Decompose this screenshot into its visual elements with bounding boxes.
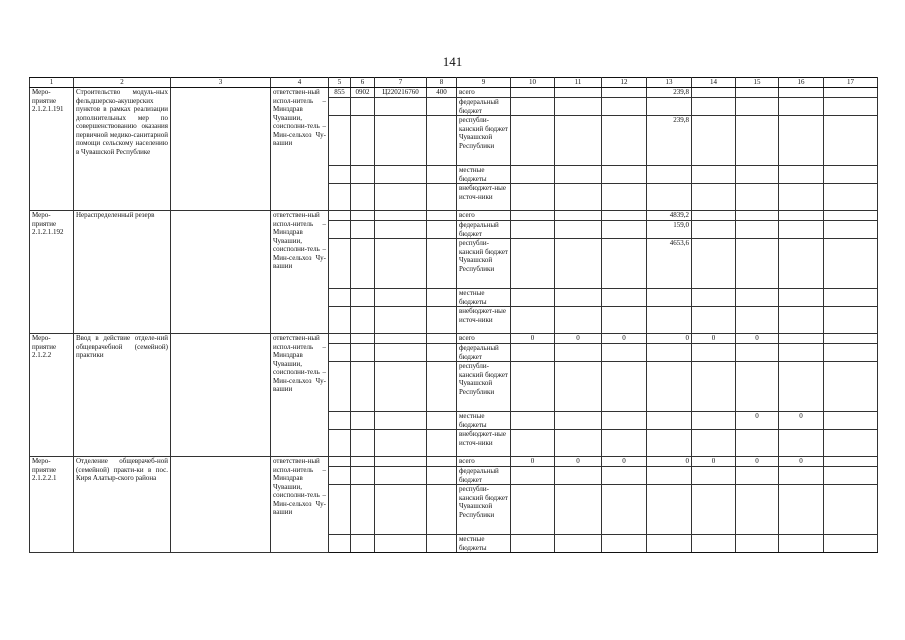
budget-code-cell: [375, 334, 427, 344]
budget-code-cell: [329, 467, 351, 485]
funding-source-cell: всего: [457, 211, 511, 221]
value-cell: [824, 334, 878, 344]
value-cell: [602, 307, 647, 334]
budget-code-cell: [329, 334, 351, 344]
value-cell: [824, 457, 878, 467]
value-cell: [555, 88, 602, 98]
value-cell: [736, 362, 779, 412]
value-cell: [647, 98, 692, 116]
budget-code-cell: [375, 239, 427, 289]
budget-code-cell: [351, 98, 375, 116]
budget-code-cell: [375, 467, 427, 485]
activity-name-cell: Ввод в действие отделе-ний общеврачебной (семейной) практики: [74, 334, 171, 457]
budget-code-cell: [375, 184, 427, 211]
funding-source-cell: республи-канский бюджет Чувашской Республики: [457, 116, 511, 166]
value-cell: [602, 211, 647, 221]
value-cell: [779, 184, 824, 211]
column-number-cell: 11: [555, 78, 602, 88]
budget-code-cell: [351, 239, 375, 289]
value-cell: [824, 535, 878, 553]
value-cell: [779, 362, 824, 412]
value-cell: [602, 535, 647, 553]
budget-code-cell: [375, 412, 427, 430]
value-cell: [736, 221, 779, 239]
value-cell: [555, 98, 602, 116]
value-cell: [602, 184, 647, 211]
value-cell: [555, 467, 602, 485]
value-cell: [647, 535, 692, 553]
value-cell: [736, 307, 779, 334]
value-cell: [779, 467, 824, 485]
value-cell: [824, 467, 878, 485]
value-cell: [511, 98, 555, 116]
value-cell: [779, 430, 824, 457]
value-cell: [602, 221, 647, 239]
budget-code-cell: [427, 535, 457, 553]
budget-code-cell: [375, 485, 427, 535]
budget-code-cell: [351, 362, 375, 412]
value-cell: [736, 467, 779, 485]
budget-code-cell: [427, 334, 457, 344]
value-cell: [511, 362, 555, 412]
budget-code-cell: [375, 221, 427, 239]
funding-source-cell: всего: [457, 334, 511, 344]
value-cell: [555, 184, 602, 211]
value-cell: [602, 412, 647, 430]
value-cell: [692, 98, 736, 116]
value-cell: [779, 88, 824, 98]
budget-code-cell: 0902: [351, 88, 375, 98]
value-cell: [779, 334, 824, 344]
value-cell: [736, 98, 779, 116]
budget-code-cell: 855: [329, 88, 351, 98]
value-cell: [824, 211, 878, 221]
budget-code-cell: [351, 289, 375, 307]
budget-code-cell: [375, 362, 427, 412]
value-cell: 0: [602, 457, 647, 467]
value-cell: [779, 221, 824, 239]
budget-code-cell: [427, 98, 457, 116]
column-number-cell: 14: [692, 78, 736, 88]
value-cell: [555, 211, 602, 221]
value-cell: [647, 430, 692, 457]
budget-code-cell: [427, 485, 457, 535]
value-cell: [779, 485, 824, 535]
value-cell: 0: [736, 457, 779, 467]
activity-code-cell: Меро-приятие 2.1.2.1.192: [30, 211, 74, 334]
funding-source-cell: федеральный бюджет: [457, 98, 511, 116]
value-cell: [555, 166, 602, 184]
value-cell: 0: [602, 334, 647, 344]
value-cell: [602, 485, 647, 535]
budget-code-cell: 400: [427, 88, 457, 98]
column-number-cell: 9: [457, 78, 511, 88]
empty-cell: [171, 211, 271, 334]
value-cell: [824, 98, 878, 116]
value-cell: [555, 362, 602, 412]
funding-source-cell: всего: [457, 457, 511, 467]
table-body: [30, 78, 878, 553]
value-cell: [692, 221, 736, 239]
value-cell: [555, 116, 602, 166]
value-cell: [779, 535, 824, 553]
budget-code-cell: [375, 289, 427, 307]
value-cell: [555, 485, 602, 535]
value-cell: [692, 166, 736, 184]
value-cell: [736, 430, 779, 457]
budget-code-cell: [427, 221, 457, 239]
value-cell: [692, 184, 736, 211]
value-cell: [692, 362, 736, 412]
value-cell: [736, 344, 779, 362]
value-cell: [647, 166, 692, 184]
activity-name-cell: Отделение общеврачеб-ной (семейной) практи-ки в пос. Киря Алатыр-ского района: [74, 457, 171, 553]
budget-code-cell: [427, 211, 457, 221]
empty-cell: [171, 457, 271, 553]
column-number-cell: 17: [824, 78, 878, 88]
value-cell: 0: [511, 334, 555, 344]
value-cell: 4653,6: [647, 239, 692, 289]
value-cell: [779, 344, 824, 362]
value-cell: [692, 289, 736, 307]
value-cell: [692, 307, 736, 334]
value-cell: [511, 221, 555, 239]
budget-code-cell: [329, 362, 351, 412]
value-cell: [602, 98, 647, 116]
budget-code-cell: [427, 457, 457, 467]
column-number-cell: 5: [329, 78, 351, 88]
budget-code-cell: [351, 221, 375, 239]
budget-code-cell: [375, 457, 427, 467]
funding-source-cell: местные бюджеты: [457, 166, 511, 184]
executor-cell: ответствен-ный испол-нитель – Минздрав Чувашии, соисполни-тель – Мин-сельхоз Чу-вашии: [271, 211, 329, 334]
budget-code-cell: [351, 457, 375, 467]
column-number-cell: 2: [74, 78, 171, 88]
value-cell: [602, 88, 647, 98]
value-cell: 0: [511, 457, 555, 467]
budget-code-cell: [351, 334, 375, 344]
value-cell: [511, 289, 555, 307]
budget-code-cell: [427, 467, 457, 485]
value-cell: [647, 467, 692, 485]
column-number-cell: 15: [736, 78, 779, 88]
value-cell: 0: [692, 334, 736, 344]
value-cell: 0: [647, 334, 692, 344]
value-cell: 0: [736, 412, 779, 430]
value-cell: [824, 221, 878, 239]
value-cell: [511, 467, 555, 485]
value-cell: [692, 344, 736, 362]
value-cell: [736, 211, 779, 221]
value-cell: [779, 307, 824, 334]
budget-table: [29, 77, 878, 553]
budget-code-cell: [351, 344, 375, 362]
funding-source-cell: федеральный бюджет: [457, 221, 511, 239]
value-cell: 0: [555, 334, 602, 344]
budget-code-cell: [351, 485, 375, 535]
activity-code-cell: Меро-приятие 2.1.2.2.1: [30, 457, 74, 553]
value-cell: [824, 412, 878, 430]
value-cell: [555, 535, 602, 553]
funding-source-cell: местные бюджеты: [457, 412, 511, 430]
value-cell: 0: [692, 457, 736, 467]
value-cell: [647, 485, 692, 535]
value-cell: [511, 116, 555, 166]
value-cell: [824, 239, 878, 289]
value-cell: [647, 184, 692, 211]
value-cell: 0: [779, 412, 824, 430]
value-cell: [511, 344, 555, 362]
budget-code-cell: [375, 307, 427, 334]
value-cell: [511, 535, 555, 553]
value-cell: [779, 289, 824, 307]
value-cell: [647, 344, 692, 362]
value-cell: [692, 88, 736, 98]
funding-source-cell: федеральный бюджет: [457, 344, 511, 362]
value-cell: 0: [555, 457, 602, 467]
value-cell: 0: [736, 334, 779, 344]
activity-code-cell: Меро-приятие 2.1.2.1.191: [30, 88, 74, 211]
budget-code-cell: [329, 457, 351, 467]
column-number-cell: 13: [647, 78, 692, 88]
budget-code-cell: [329, 98, 351, 116]
value-cell: [511, 211, 555, 221]
value-cell: [692, 116, 736, 166]
value-cell: [647, 412, 692, 430]
value-cell: [555, 430, 602, 457]
funding-source-cell: внебюджет-ные источ-ники: [457, 307, 511, 334]
value-cell: [511, 307, 555, 334]
budget-code-cell: [351, 166, 375, 184]
budget-code-cell: [351, 184, 375, 211]
value-cell: [602, 344, 647, 362]
value-cell: [555, 289, 602, 307]
budget-code-cell: [329, 211, 351, 221]
value-cell: [824, 116, 878, 166]
table-row: [30, 211, 878, 221]
value-cell: [602, 289, 647, 307]
column-number-cell: 16: [779, 78, 824, 88]
budget-code-cell: [329, 412, 351, 430]
value-cell: [511, 485, 555, 535]
funding-source-cell: внебюджет-ные источ-ники: [457, 430, 511, 457]
budget-code-cell: [427, 430, 457, 457]
value-cell: [736, 535, 779, 553]
value-cell: 0: [779, 457, 824, 467]
value-cell: [555, 239, 602, 289]
budget-code-cell: [427, 362, 457, 412]
budget-code-cell: [329, 221, 351, 239]
budget-code-cell: [329, 307, 351, 334]
budget-code-cell: [375, 211, 427, 221]
value-cell: [736, 239, 779, 289]
column-number-cell: 4: [271, 78, 329, 88]
budget-code-cell: [351, 211, 375, 221]
budget-code-cell: [329, 116, 351, 166]
value-cell: [647, 289, 692, 307]
budget-code-cell: [329, 485, 351, 535]
value-cell: [692, 467, 736, 485]
budget-code-cell: [351, 412, 375, 430]
value-cell: [692, 412, 736, 430]
value-cell: [555, 307, 602, 334]
table-row: [30, 88, 878, 98]
column-number-cell: 1: [30, 78, 74, 88]
value-cell: [692, 239, 736, 289]
value-cell: [736, 116, 779, 166]
value-cell: [511, 166, 555, 184]
value-cell: [555, 221, 602, 239]
value-cell: 239,8: [647, 88, 692, 98]
budget-code-cell: [351, 467, 375, 485]
budget-code-cell: [351, 307, 375, 334]
value-cell: [511, 184, 555, 211]
budget-code-cell: [427, 412, 457, 430]
value-cell: [555, 412, 602, 430]
activity-name-cell: Нераспределенный резерв: [74, 211, 171, 334]
budget-code-cell: [329, 239, 351, 289]
budget-code-cell: [351, 430, 375, 457]
budget-code-cell: [375, 98, 427, 116]
table-row: [30, 334, 878, 344]
budget-code-cell: [427, 344, 457, 362]
funding-source-cell: внебюджет-ные источ-ники: [457, 184, 511, 211]
value-cell: [602, 239, 647, 289]
budget-code-cell: [329, 430, 351, 457]
value-cell: [647, 362, 692, 412]
value-cell: [602, 166, 647, 184]
value-cell: [779, 116, 824, 166]
budget-code-cell: [329, 184, 351, 211]
value-cell: [779, 239, 824, 289]
column-number-row: [30, 78, 878, 88]
value-cell: [824, 307, 878, 334]
value-cell: [602, 467, 647, 485]
column-number-cell: 7: [375, 78, 427, 88]
page-number: 141: [442, 54, 463, 69]
value-cell: [824, 166, 878, 184]
empty-cell: [171, 334, 271, 457]
budget-code-cell: [375, 166, 427, 184]
value-cell: [824, 88, 878, 98]
funding-source-cell: местные бюджеты: [457, 289, 511, 307]
funding-source-cell: федеральный бюджет: [457, 467, 511, 485]
budget-code-cell: [427, 289, 457, 307]
funding-source-cell: республи-канский бюджет Чувашской Республики: [457, 362, 511, 412]
value-cell: [824, 362, 878, 412]
value-cell: [824, 344, 878, 362]
value-cell: [692, 211, 736, 221]
value-cell: [824, 184, 878, 211]
value-cell: 159,0: [647, 221, 692, 239]
budget-code-cell: [427, 166, 457, 184]
value-cell: [736, 289, 779, 307]
funding-source-cell: республи-канский бюджет Чувашской Республики: [457, 239, 511, 289]
value-cell: [779, 211, 824, 221]
value-cell: [736, 485, 779, 535]
column-number-cell: 3: [171, 78, 271, 88]
value-cell: [692, 535, 736, 553]
budget-code-cell: Ц220216760: [375, 88, 427, 98]
value-cell: [555, 344, 602, 362]
budget-code-cell: [427, 307, 457, 334]
value-cell: [692, 485, 736, 535]
budget-code-cell: [427, 239, 457, 289]
value-cell: [824, 485, 878, 535]
value-cell: [511, 88, 555, 98]
value-cell: [511, 430, 555, 457]
value-cell: [602, 116, 647, 166]
column-number-cell: 8: [427, 78, 457, 88]
budget-code-cell: [329, 344, 351, 362]
funding-source-cell: местные бюджеты: [457, 535, 511, 553]
funding-source-cell: всего: [457, 88, 511, 98]
budget-code-cell: [329, 535, 351, 553]
value-cell: [779, 166, 824, 184]
value-cell: [602, 362, 647, 412]
budget-code-cell: [329, 166, 351, 184]
activity-name-cell: Строительство модуль-ных фельдшерско-акушерских пунктов в рамках реализации дополнительных мер по совершенствованию оказания первичной медико-санитарной помощи сельскому населению в Чувашской Республике: [74, 88, 171, 211]
budget-code-cell: [375, 116, 427, 166]
value-cell: 4839,2: [647, 211, 692, 221]
column-number-cell: 6: [351, 78, 375, 88]
column-number-cell: 12: [602, 78, 647, 88]
value-cell: [736, 184, 779, 211]
budget-code-cell: [375, 344, 427, 362]
value-cell: [779, 98, 824, 116]
budget-code-cell: [351, 116, 375, 166]
value-cell: [647, 307, 692, 334]
empty-cell: [171, 88, 271, 211]
executor-cell: ответствен-ный испол-нитель – Минздрав Чувашии, соисполни-тель – Мин-сельхоз Чу-вашии: [271, 457, 329, 553]
value-cell: [692, 430, 736, 457]
column-number-cell: 10: [511, 78, 555, 88]
value-cell: [511, 412, 555, 430]
table-row: [30, 457, 878, 467]
value-cell: 239,8: [647, 116, 692, 166]
budget-code-cell: [329, 289, 351, 307]
value-cell: [736, 166, 779, 184]
value-cell: [511, 239, 555, 289]
funding-source-cell: республи-канский бюджет Чувашской Республики: [457, 485, 511, 535]
value-cell: [602, 430, 647, 457]
budget-code-cell: [427, 116, 457, 166]
budget-code-cell: [375, 535, 427, 553]
value-cell: [824, 430, 878, 457]
value-cell: 0: [647, 457, 692, 467]
executor-cell: ответствен-ный испол-нитель – Минздрав Чувашии, соисполни-тель – Мин-сельхоз Чу-вашии: [271, 334, 329, 457]
value-cell: [736, 88, 779, 98]
executor-cell: ответствен-ный испол-нитель – Минздрав Чувашии, соисполни-тель – Мин-сельхоз Чу-вашии: [271, 88, 329, 211]
value-cell: [824, 289, 878, 307]
budget-code-cell: [427, 184, 457, 211]
budget-code-cell: [351, 535, 375, 553]
budget-code-cell: [375, 430, 427, 457]
activity-code-cell: Меро-приятие 2.1.2.2: [30, 334, 74, 457]
